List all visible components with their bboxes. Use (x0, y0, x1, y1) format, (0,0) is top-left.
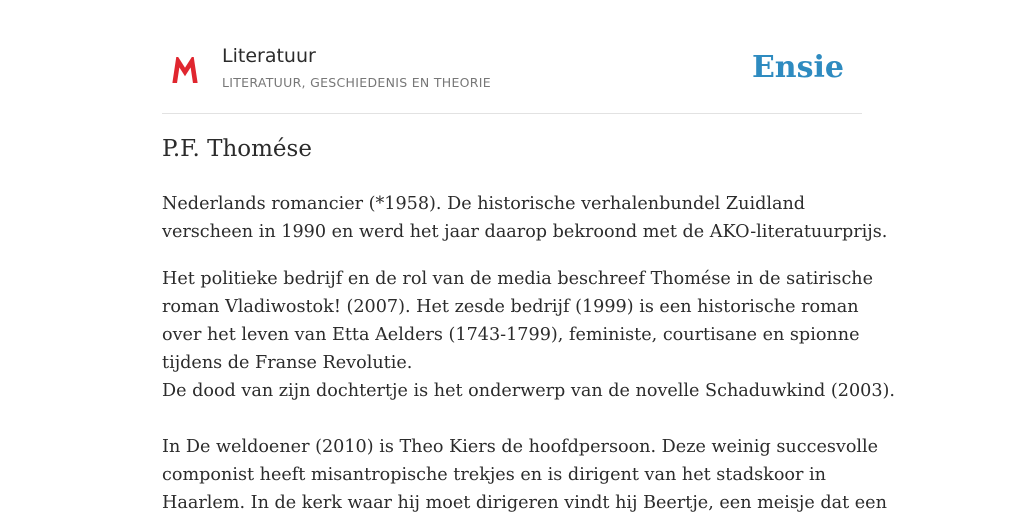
red-m-logo-icon[interactable] (172, 57, 198, 83)
text-line: Nederlands romancier (*1958). De historische verhalenbundel Zuidland (162, 194, 806, 214)
text-line: Het politieke bedrijf en de rol van de media beschreef Thomése in de satirische (162, 269, 874, 289)
category-subtitle: LITERATUUR, GESCHIEDENIS EN THEORIE (222, 75, 491, 90)
article-title: P.F. Thomése (162, 136, 312, 162)
text-line: tijdens de Franse Revolutie. (162, 353, 413, 373)
ensie-brand-link[interactable]: Ensie (751, 50, 844, 85)
site-header (162, 36, 862, 114)
paragraph-works (162, 265, 896, 512)
category-title[interactable]: Literatuur (222, 45, 316, 67)
text-line: De dood van zijn dochtertje is het onderwerp van de novelle Schaduwkind (2003). (162, 381, 896, 401)
text-line: verscheen in 1990 en werd het jaar daarop bekroond met de AKO-literatuurprijs. (162, 222, 888, 242)
paragraph-intro (162, 190, 888, 246)
line-break (162, 405, 872, 433)
text-line: componist heeft misantropische trekjes en is dirigent van het stadskoor in (162, 465, 826, 485)
text-line: Haarlem. In de kerk waar hij moet dirigeren vindt hij Beertje, een meisje dat een (162, 493, 887, 512)
text-line: In De weldoener (2010) is Theo Kiers de hoofdpersoon. Deze weinig succesvolle (162, 437, 879, 457)
text-line: over het leven van Etta Aelders (1743-1799), feministe, courtisane en spionne (162, 325, 860, 345)
article-body (162, 190, 896, 512)
text-line: roman Vladiwostok! (2007). Het zesde bedrijf (1999) is een historische roman (162, 297, 859, 317)
